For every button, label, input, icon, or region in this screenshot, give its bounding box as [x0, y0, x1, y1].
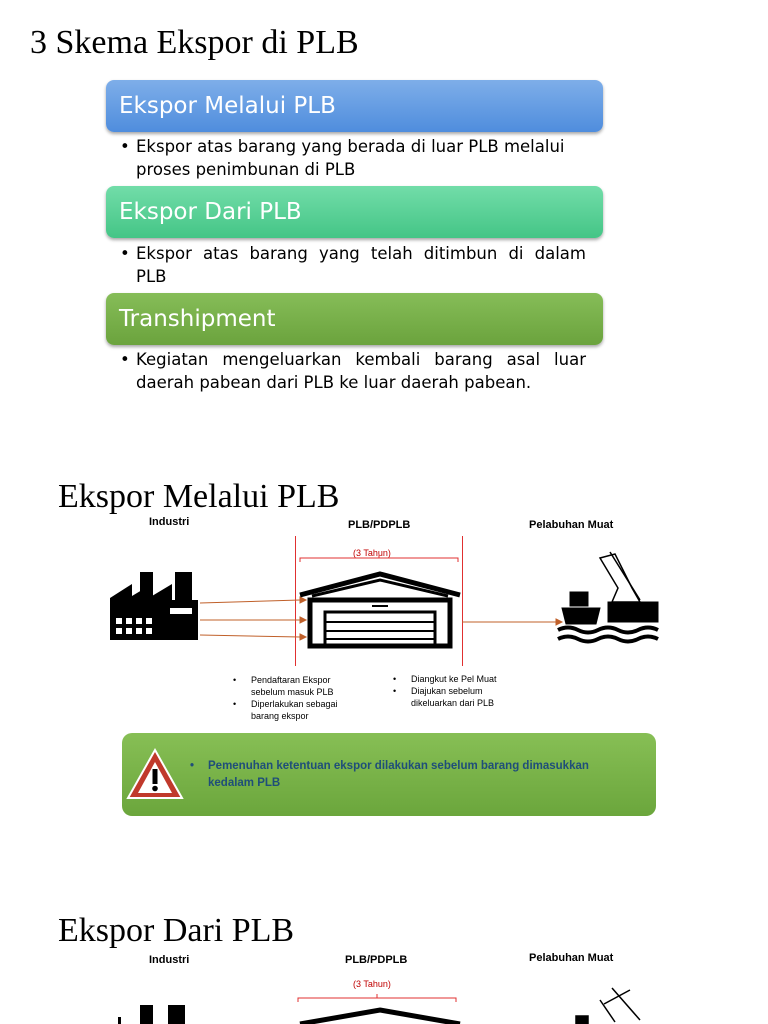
slide3-diagram	[0, 980, 768, 1024]
header-label: Ekspor Melalui PLB	[119, 92, 336, 119]
note-item: • Pendaftaran Ekspor sebelum masuk PLB	[233, 674, 338, 698]
bullet-line: Kegiatan mengeluarkan kembali barang asal luar	[136, 350, 586, 369]
bullet-line: PLB	[136, 267, 167, 286]
label-industri: Industri	[149, 516, 190, 528]
bullet-line: daerah pabean dari PLB ke luar daerah pabean.	[136, 373, 532, 392]
header-ekspor-melalui-plb	[106, 80, 603, 132]
port-icon	[576, 988, 640, 1024]
notes-left	[233, 674, 338, 722]
slide2-diagram	[0, 540, 768, 660]
label-industri: Industri	[149, 954, 190, 966]
note-item: • Diperlakukan sebagai barang ekspor	[233, 698, 338, 722]
header-ekspor-dari-plb	[106, 186, 603, 238]
flow-arrows	[200, 597, 562, 640]
warehouse-icon	[300, 1010, 460, 1024]
note-item: • Diangkut ke Pel Muat	[393, 673, 497, 685]
warning-line: kedalam PLB	[208, 777, 281, 789]
header-label: Ekspor Dari PLB	[119, 198, 302, 225]
bracket-line	[298, 994, 456, 1002]
slide1-title: 3 Skema Ekspor di PLB	[30, 24, 359, 61]
slide2-title: Ekspor Melalui PLB	[58, 478, 340, 515]
bullet-line: Ekspor atas barang yang berada di luar PLB melalui	[136, 137, 565, 156]
bullet-transhipment: • Kegiatan mengeluarkan kembali barang asal luar daerah pabean dari PLB ke luar daerah pabean.	[120, 350, 586, 392]
notes-right	[393, 673, 497, 709]
factory-icon	[118, 1005, 185, 1024]
warehouse-icon	[300, 574, 460, 646]
bullet-line: Ekspor atas barang yang telah ditimbun di dalam	[136, 244, 586, 263]
port-icon	[558, 552, 658, 642]
label-plb: PLB/PDPLB	[345, 954, 408, 966]
label-pelabuhan: Pelabuhan Muat	[529, 952, 614, 964]
label-pelabuhan: Pelabuhan Muat	[529, 519, 614, 531]
label-tahun: (3 Tahun)	[353, 548, 391, 558]
warning-icon	[125, 747, 185, 801]
note-item: • Diajukan sebelum dikeluarkan dari PLB	[393, 685, 497, 709]
bullet-line: proses penimbunan di PLB	[136, 160, 356, 179]
warning-text: • Pemenuhan ketentuan ekspor dilakukan sebelum barang dimasukkan kedalam PLB	[190, 758, 589, 792]
bullet-ekspor-melalui-plb: • Ekspor atas barang yang berada di luar PLB melalui proses penimbunan di PLB	[136, 135, 586, 181]
factory-icon	[110, 572, 198, 640]
header-transhipment	[106, 293, 603, 345]
bullet-ekspor-dari-plb: • Ekspor atas barang yang telah ditimbun di dalam PLB	[120, 244, 586, 286]
warning-line: Pemenuhan ketentuan ekspor dilakukan sebelum barang dimasukkan	[208, 760, 589, 772]
slide3-title: Ekspor Dari PLB	[58, 912, 295, 949]
bracket-line	[300, 554, 458, 562]
label-plb: PLB/PDPLB	[348, 519, 411, 531]
header-label: Transhipment	[119, 305, 276, 332]
label-tahun: (3 Tahun)	[353, 979, 391, 989]
